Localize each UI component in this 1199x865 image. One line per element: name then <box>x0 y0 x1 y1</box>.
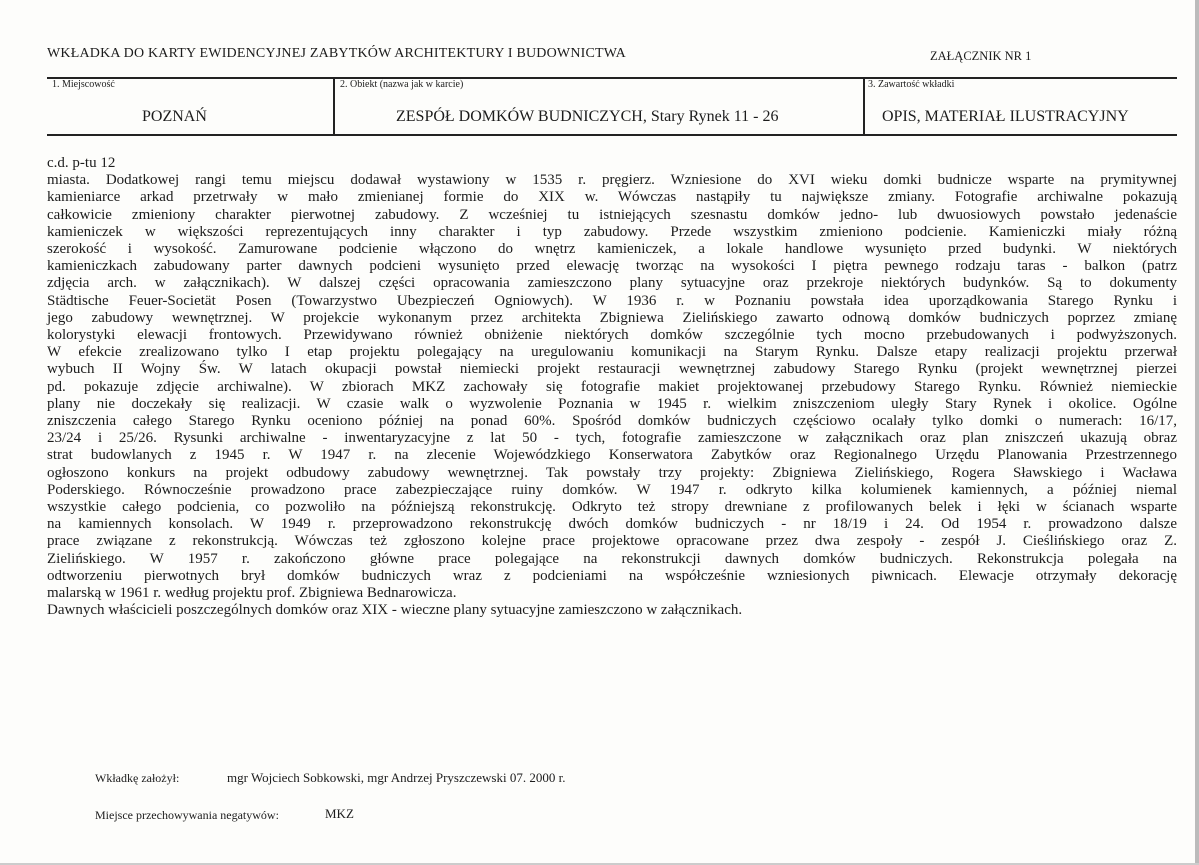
text-line: szerokość i wysokość. Zamurowane podcienie włączono do wnętrz kamieniczek, a lokale handlowe wysunięto przed budynki. W niektórych <box>47 241 1177 258</box>
text-line: ogłoszono konkurs na projekt odbudowy zabudowy wewnętrznej. Tak powstały trzy projekty: Zbigniewa Zielińskiego, Rogera Sławskiego i Wacława <box>47 464 1177 481</box>
text-line: 23/24 i 25/26. Rysunki archiwalne - inwentaryzacyjne z lat 50 - tych, fotografie zamieszczone w załącznikach oraz plan zniszczeń ukazują obraz <box>47 430 1177 447</box>
text-line: pd. pokazuje zdjęcie archiwalne). W zbiorach MKZ zachowały się fotografie makiet projektowanej przebudowy Starego Rynku. Również niemieckie <box>47 378 1177 395</box>
text-line: strat budowlanych z 1945 r. W 1947 r. na zlecenie Wojewódzkiego Konserwatora Zabytków oraz Regionalnego Urzędu Planowania Przestrzennego <box>47 447 1177 464</box>
text-line: wszystkie całego podcienia, co pozwoliło na późniejszą rekonstrukcję. Odkryto też stropy drewniane z profilowanych belek i łęki w ścianach wsparte <box>47 499 1177 516</box>
text-line: całkowicie zmieniony charakter pierwotnej zabudowy. Z wcześniej tu istniejących szesnastu domków jedno- lub dwuosiowych powstało jedenaście <box>47 206 1177 223</box>
annex-number: ZAŁĄCZNIK NR 1 <box>930 49 1032 63</box>
text-line: wybuch II Wojny Św. W latach okupacji powstał niemiecki projekt restauracji wewnętrznej zabudowy Starego Rynku (projekt wewnętrznej pierzei <box>47 361 1177 378</box>
description-text <box>47 155 1177 619</box>
text-line: jego zabudowy wewnętrznej. W projekcie wykonanym przez architekta Zbigniewa Zielińskiego zawarto odnową domków budniczych poprzez zmianę <box>47 309 1177 326</box>
contents-label: 3. Zawartość wkładki <box>868 79 955 90</box>
text-line: W efekcie zrealizowano tylko I etap projektu polegający na uregulowaniu komunikacji na Starym Rynku. Dalsze etapy realizacji projektu przerwał <box>47 344 1177 361</box>
text-line: zniszczenia całego Starego Rynku oceniono później na ponad 60%. Spośród domków budniczych częściowo ocalały tylko domki o numerach: 16/17, <box>47 413 1177 430</box>
text-line: kamieniarce arkad przetrwały w mało zmienianej formie do XIX w. Wówczas nastąpiły tu największe zmiany. Fotografie archiwalne pokazują <box>47 189 1177 206</box>
column-divider <box>333 79 335 134</box>
continuation-note: c.d. p-tu 12 <box>47 155 116 171</box>
scan-edge <box>1195 0 1199 865</box>
text-line: plany nie doczekały się realizacji. W czasie walk o wyzwolenie Poznania w 1945 r. wielkim zniszczeniom uległy Stary Rynek i okolice. Ogólne <box>47 395 1177 412</box>
text-line: zdjęcia arch. w załącznikach). W dalszej części opracowania zamieszczono plany sytuacyjne oraz przekroje niektórych budynków. Są to dokumenty <box>47 275 1177 292</box>
card-title: WKŁADKA DO KARTY EWIDENCYJNEJ ZABYTKÓW ARCHITEKTURY I BUDOWNICTWA <box>47 46 626 61</box>
object-label: 2. Obiekt (nazwa jak w karcie) <box>340 79 464 90</box>
text-line: kolorystyki elewacji frontowych. Przewidywano również obniżenie niektórych domków szczególnie tych mocno przebudowanych i podwyższonych. <box>47 327 1177 344</box>
text-line: kamieniczek w większości reprezentujących inny charakter i typ zabudowy. Przede wszystkim zmieniono podcienie. Kamieniczki miały różną <box>47 223 1177 240</box>
column-divider <box>863 79 865 134</box>
author-value: mgr Wojciech Sobkowski, mgr Andrzej Pryszczewski 07. 2000 r. <box>227 770 566 785</box>
contents-value: OPIS, MATERIAŁ ILUSTRACYJNY <box>882 108 1129 125</box>
text-line: malarską w 1961 r. według projektu prof. Zbigniewa Bednarowicza. <box>47 585 457 602</box>
text-line: Poderskiego. Równocześnie prowadzono prace zabezpieczające ruiny domków. W 1947 r. odkryto kilka kolumienek kamiennych, a później niemal <box>47 481 1177 498</box>
text-line: prace związane z rekonstrukcją. Wówczas też zgłoszono kolejne prace projektowe opracowane przez dwa zespoły - zespół J. Cieślińskiego oraz Z. <box>47 533 1177 550</box>
author-label: Wkładkę założył: <box>95 771 180 785</box>
text-line: Zielińskiego. W 1957 r. zakończono główne prace polegające na rekonstrukcji dawnych domków budniczych. Rekonstrukcja polegała na <box>47 550 1177 567</box>
table-bottom-rule <box>47 134 1177 136</box>
locality-value: POZNAŃ <box>142 108 207 125</box>
locality-label: 1. Miejscowość <box>52 79 115 90</box>
text-line: Städtische Feuer-Societät Posen (Towarzystwo Ubezpieczeń Ogniowych). W 1936 r. w Poznaniu powstała idea uporządkowania Starego Rynku i <box>47 292 1177 309</box>
table-top-rule <box>47 77 1177 79</box>
storage-label: Miejsce przechowywania negatywów: <box>95 808 279 822</box>
text-line: na kamiennych konsolach. W 1949 r. przeprowadzono rekonstrukcję dwóch domków budniczych - nr 18/19 i 24. Od 1954 r. prowadzono dalsze <box>47 516 1177 533</box>
text-line: kamieniczkach zabudowany parter dawnych podcieni wysunięto przed elewację tworząc na wysokości I piętra pewnego rodzaju taras - balkon (patrz <box>47 258 1177 275</box>
text-line: miasta. Dodatkowej rangi temu miejscu dodawał wystawiony w 1535 r. pręgierz. Wzniesione do XVI wieku domki budnicze wsparte na prymitywnej <box>47 172 1177 189</box>
object-value: ZESPÓŁ DOMKÓW BUDNICZYCH, Stary Rynek 11 - 26 <box>396 108 779 125</box>
storage-value: MKZ <box>325 806 354 821</box>
text-line: odtworzeniu pierwotnych brył domków budniczych wraz z podcieniami na współcześnie wzniesionych piwnicach. Elewacje otrzymały dekorację <box>47 567 1177 584</box>
text-line: Dawnych właścicieli poszczególnych domków oraz XIX - wieczne plany sytuacyjne zamieszczono w załącznikach. <box>47 602 743 619</box>
